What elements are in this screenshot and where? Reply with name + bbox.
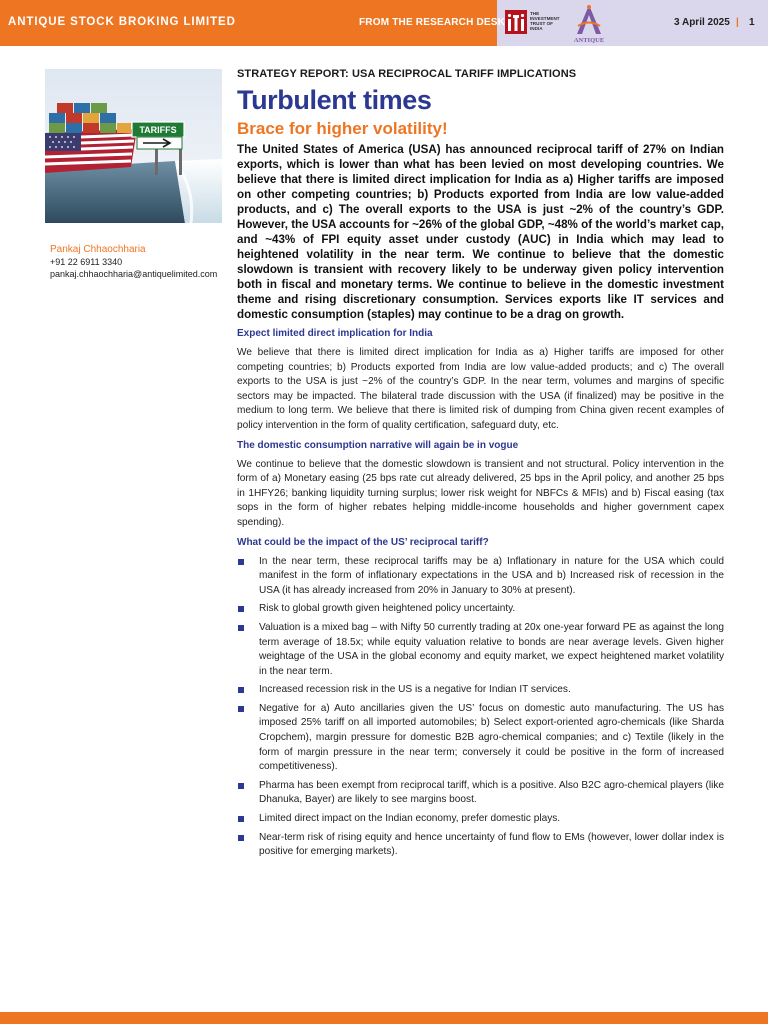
tariff-impact-list [237, 555, 724, 860]
square-bullet-icon [238, 835, 244, 841]
section-body-direct-implication: We believe that there is limited direct implication for India as a) Higher tariffs are imposed for other competing countries; b) Products exported from India are low value-added products; and c) The overall exports to the USA is just ~2% of the country’s GDP. In the near term, volumes and margins of specific sectors may be impacted. The bilateral trade discussion with the USA (if finalized) may be positive in the medium to long term. We believe that there is limited risk of dumping from China given recent examples of policy intervention in the form of quality certification, safeguard duty, etc. [237, 347, 724, 431]
list-item-text: Valuation is a mixed bag – with Nifty 50 currently trading at 20x one-year forward PE as against the long term average of 18.5x; while equity valuation relative to bonds are near average levels. Given higher weightage of the USA in the global economy and equity market, we expect heightened market volatility in the near term. [259, 621, 724, 677]
square-bullet-icon [238, 816, 244, 822]
page-header [0, 0, 768, 46]
square-bullet-icon [238, 783, 244, 789]
list-item-text: Near-term risk of rising equity and hence uncertainty of fund flow to EMs (however, lower dollar index is positive for emerging markets). [259, 831, 724, 858]
antique-logo-text: ANTIQUE [573, 37, 605, 44]
section-heading-domestic-consumption: The domestic consumption narrative will again be in vogue [237, 439, 519, 451]
author-name: Pankaj Chhaochharia [50, 244, 146, 255]
square-bullet-icon [238, 706, 244, 712]
research-desk-label: FROM THE RESEARCH DESK [359, 17, 506, 28]
report-date: 3 April 2025 [674, 17, 730, 28]
list-item-text: In the near term, these reciprocal tariffs may be a) Inflationary in nature for the USA which could manifest in the form of inflationary expectations in the USA and b) Increased risk of recession in the USA (it has already increased from 20% in January to 30% at present). [259, 555, 724, 596]
report-body [237, 68, 724, 864]
header-separator: | [736, 17, 739, 28]
report-subtitle: Brace for higher volatility! [237, 119, 448, 138]
antique-logo-icon [568, 2, 610, 44]
list-item [237, 779, 724, 808]
list-item [237, 602, 724, 617]
list-item-text: Pharma has been exempt from reciprocal tariff, which is a positive. Also B2C agro-chemical players (like Dhanuka, Bayer) are likely to see margins boost. [259, 779, 724, 806]
author-contact [50, 243, 235, 280]
iti-logo-text: THE INVESTMENT TRUST OF INDIA [530, 11, 560, 31]
list-item-text: Increased recession risk in the US is a negative for Indian IT services. [259, 684, 571, 696]
list-item-text: Limited direct impact on the Indian economy, prefer domestic plays. [259, 813, 561, 825]
iti-mark-icon [505, 10, 527, 34]
list-item [237, 831, 724, 860]
report-title: Turbulent times [237, 85, 432, 115]
square-bullet-icon [238, 625, 244, 631]
brand-name: ANTIQUE STOCK BROKING LIMITED [8, 16, 236, 28]
square-bullet-icon [238, 559, 244, 565]
list-item [237, 621, 724, 679]
report-summary: The United States of America (USA) has announced reciprocal tariff of 27% on Indian exports, which is lower than what has been levied on most developing countries. We believe that there is limited direct implication for India as a) Higher tariffs are imposed on other competing countries; b) Products exported from India are low value-added products, and c) The overall exports to the USA is just ~2% of the country’s GDP. However, the USA accounts for ~26% of the global GDP, ~48% of the world’s market cap, and ~43% of FPI equity asset under custody (AUC) in India which may lead to heightened volatility in the near term. We continue to believe that the domestic slowdown is transient with recovery likely to be underway given policy intervention both in fiscal and monetary terms. We continue to believe in the domestic investment theme and rising discretionary consumption. Services exports like IT services and domestic consumption (staples) may continue to be a drag on growth. [237, 143, 724, 321]
list-item [237, 702, 724, 775]
list-item [237, 683, 724, 698]
iti-logo [505, 10, 563, 38]
section-body-domestic-consumption: We continue to believe that the domestic slowdown is transient and not structural. Policy intervention in the form of a) Monetary easing (25 bps rate cut already delivered, 25 bps in the April policy, and another 25 bps in 1HFY26; banking liquidity turning surplus; lower risk weight for NBFCs & MFIs) and b) Fiscal easing (tax sops in the form of higher rebates helping middle-income households and higher government capex spending). [237, 458, 724, 528]
footer-bar [0, 1012, 768, 1024]
page-number: 1 [749, 17, 755, 28]
list-item-text: Negative for a) Auto ancillaries given the US’ focus on domestic auto manufacturing. The US has imposed 25% tariff on all imported automobiles; b) Select export-oriented agro-chemicals (like Sharda Cropchem), margin pressure for domestic B2B agro-chemical companies; and c) Textile (likely in the form of margin pressure in the near term; conversely it could be positive in the form of increased competitiveness). [259, 702, 724, 773]
list-item [237, 555, 724, 599]
square-bullet-icon [238, 606, 244, 612]
author-phone: +91 22 6911 3340 [50, 257, 123, 267]
list-item-text: Risk to global growth given heightened policy uncertainty. [259, 603, 516, 615]
square-bullet-icon [238, 687, 244, 693]
report-kicker: STRATEGY REPORT: USA RECIPROCAL TARIFF IMPLICATIONS [237, 68, 577, 80]
tariffs-cover-image [45, 69, 222, 223]
author-email[interactable]: pankaj.chhaochharia@antiquelimited.com [50, 269, 218, 279]
list-item [237, 812, 724, 827]
tariffs-sign-text: TARIFFS [139, 125, 177, 135]
section-heading-tariff-impact: What could be the impact of the US’ reciprocal tariff? [237, 536, 489, 548]
section-heading-direct-implication: Expect limited direct implication for India [237, 328, 433, 339]
